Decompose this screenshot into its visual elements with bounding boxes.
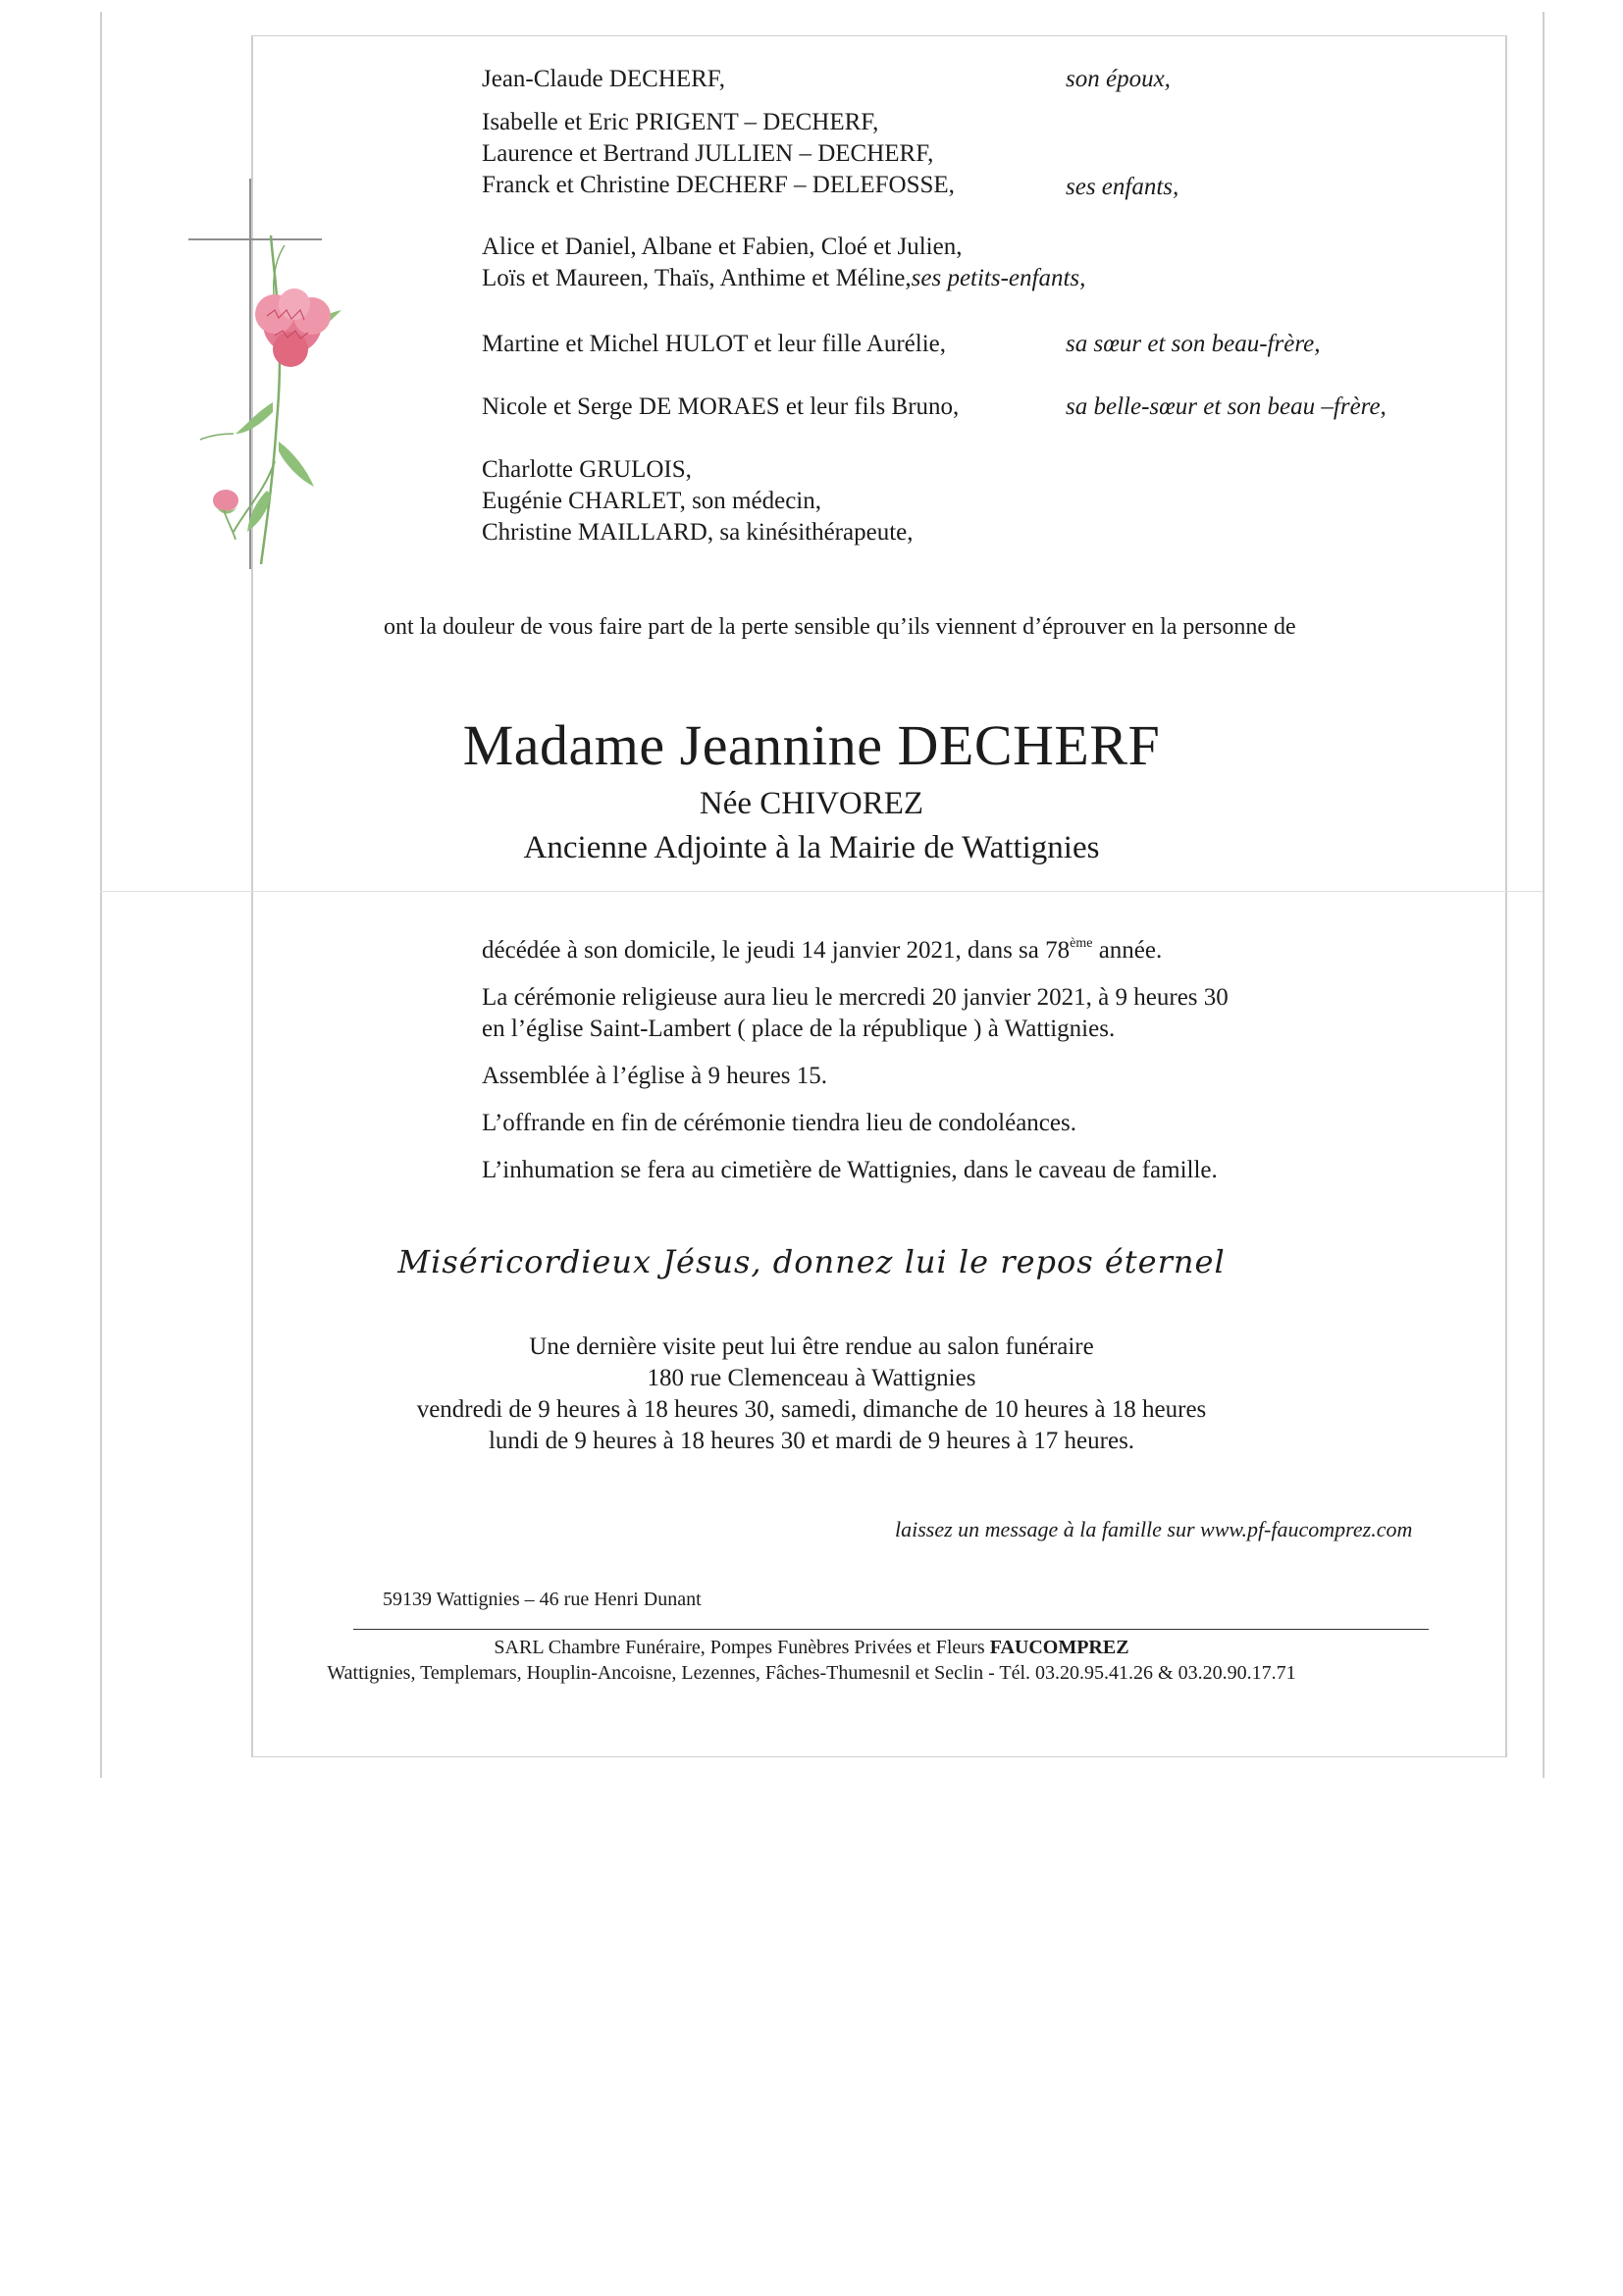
- sister-relation: sa sœur et son beau-frère,: [1066, 331, 1321, 357]
- company-line: [0, 1636, 1623, 1659]
- death-details: [482, 936, 1162, 969]
- other-mourner: Eugénie CHARLET, son médecin,: [482, 488, 821, 514]
- company-brand: FAUCOMPREZ: [989, 1637, 1129, 1658]
- deceased-title: Ancienne Adjointe à la Mairie de Wattignies: [523, 830, 1100, 865]
- ceremony-line: en l’église Saint-Lambert ( place de la république ) à Wattignies.: [482, 1016, 1116, 1042]
- footer-rule: [353, 1629, 1429, 1630]
- children-relation: ses enfants,: [1066, 174, 1179, 200]
- child-name: Isabelle et Eric PRIGENT – DECHERF,: [482, 109, 879, 135]
- announcement-text: ont la douleur de vous faire part de la perte sensible qu’ils viennent d’éprouver en la personne de: [384, 614, 1296, 640]
- burial-info: L’inhumation se fera au cimetière de Wattignies, dans le caveau de famille.: [482, 1157, 1218, 1183]
- visit-line: Une dernière visite peut lui être rendue au salon funéraire: [529, 1333, 1094, 1360]
- grandchildren-line: [482, 264, 1085, 293]
- offering-info: L’offrande en fin de cérémonie tiendra lieu de condoléances.: [482, 1110, 1076, 1136]
- carnation-bud: [213, 490, 238, 540]
- death-text-end: année.: [1092, 937, 1163, 964]
- maiden-name: Née CHIVOREZ: [699, 786, 924, 821]
- prayer-text: Miséricordieux Jésus, donnez lui le repos éternel: [397, 1243, 1226, 1280]
- visit-line: lundi de 9 heures à 18 heures 30 et mardi de 9 heures à 17 heures.: [488, 1428, 1135, 1454]
- card-top-edge: [251, 35, 1507, 36]
- grandchildren-line: Alice et Daniel, Albane et Fabien, Cloé et Julien,: [482, 234, 963, 260]
- deceased-name: Madame Jeannine DECHERF: [462, 713, 1161, 777]
- fold-line: [100, 891, 1543, 892]
- grandchildren-names: Loïs et Maureen, Thaïs, Anthime et Méline,: [482, 265, 912, 291]
- ordinal-suffix: ème: [1070, 936, 1093, 951]
- other-mourner: Charlotte GRULOIS,: [482, 456, 692, 483]
- other-mourner: Christine MAILLARD, sa kinésithérapeute,: [482, 519, 914, 546]
- visit-line: vendredi de 9 heures à 18 heures 30, samedi, dimanche de 10 heures à 18 heures: [416, 1396, 1207, 1423]
- sister-in-law-name: Nicole et Serge DE MORAES et leur fils Bruno,: [482, 393, 960, 420]
- carnation-bloom: [255, 288, 331, 367]
- visit-line: 180 rue Clemenceau à Wattignies: [647, 1365, 976, 1391]
- grandchildren-relation: ses petits-enfants,: [911, 265, 1086, 291]
- sheet-left-edge: [100, 12, 102, 1778]
- ceremony-line: La cérémonie religieuse aura lieu le mercredi 20 janvier 2021, à 9 heures 30: [482, 984, 1229, 1011]
- death-text: décédée à son domicile, le jeudi 14 janvier 2021, dans sa 78: [482, 937, 1071, 964]
- funeral-home-address: 59139 Wattignies – 46 rue Henri Dunant: [383, 1589, 702, 1610]
- spouse-relation: son époux,: [1066, 66, 1171, 92]
- sheet-right-edge: [1543, 12, 1544, 1778]
- spouse-name: Jean-Claude DECHERF,: [482, 66, 725, 92]
- child-name: Franck et Christine DECHERF – DELEFOSSE,: [482, 172, 955, 198]
- child-name: Laurence et Bertrand JULLIEN – DECHERF,: [482, 140, 934, 167]
- card-bottom-edge: [251, 1756, 1507, 1757]
- web-message: laissez un message à la famille sur www.pf-faucomprez.com: [895, 1517, 1413, 1541]
- company-name: SARL Chambre Funéraire, Pompes Funèbres Privées et Fleurs: [494, 1637, 990, 1658]
- card-right-edge: [1505, 35, 1507, 1757]
- sister-name: Martine et Michel HULOT et leur fille Aurélie,: [482, 331, 946, 357]
- sister-in-law-relation: sa belle-sœur et son beau –frère,: [1066, 393, 1387, 420]
- company-locations: Wattignies, Templemars, Houplin-Ancoisne, Lezennes, Fâches-Thumesnil et Seclin - Tél. 03.20.95.41.26 & 03.20.90.17.71: [327, 1662, 1296, 1684]
- assembly-info: Assemblée à l’église à 9 heures 15.: [482, 1063, 827, 1089]
- cross-with-flower-icon: [177, 167, 363, 579]
